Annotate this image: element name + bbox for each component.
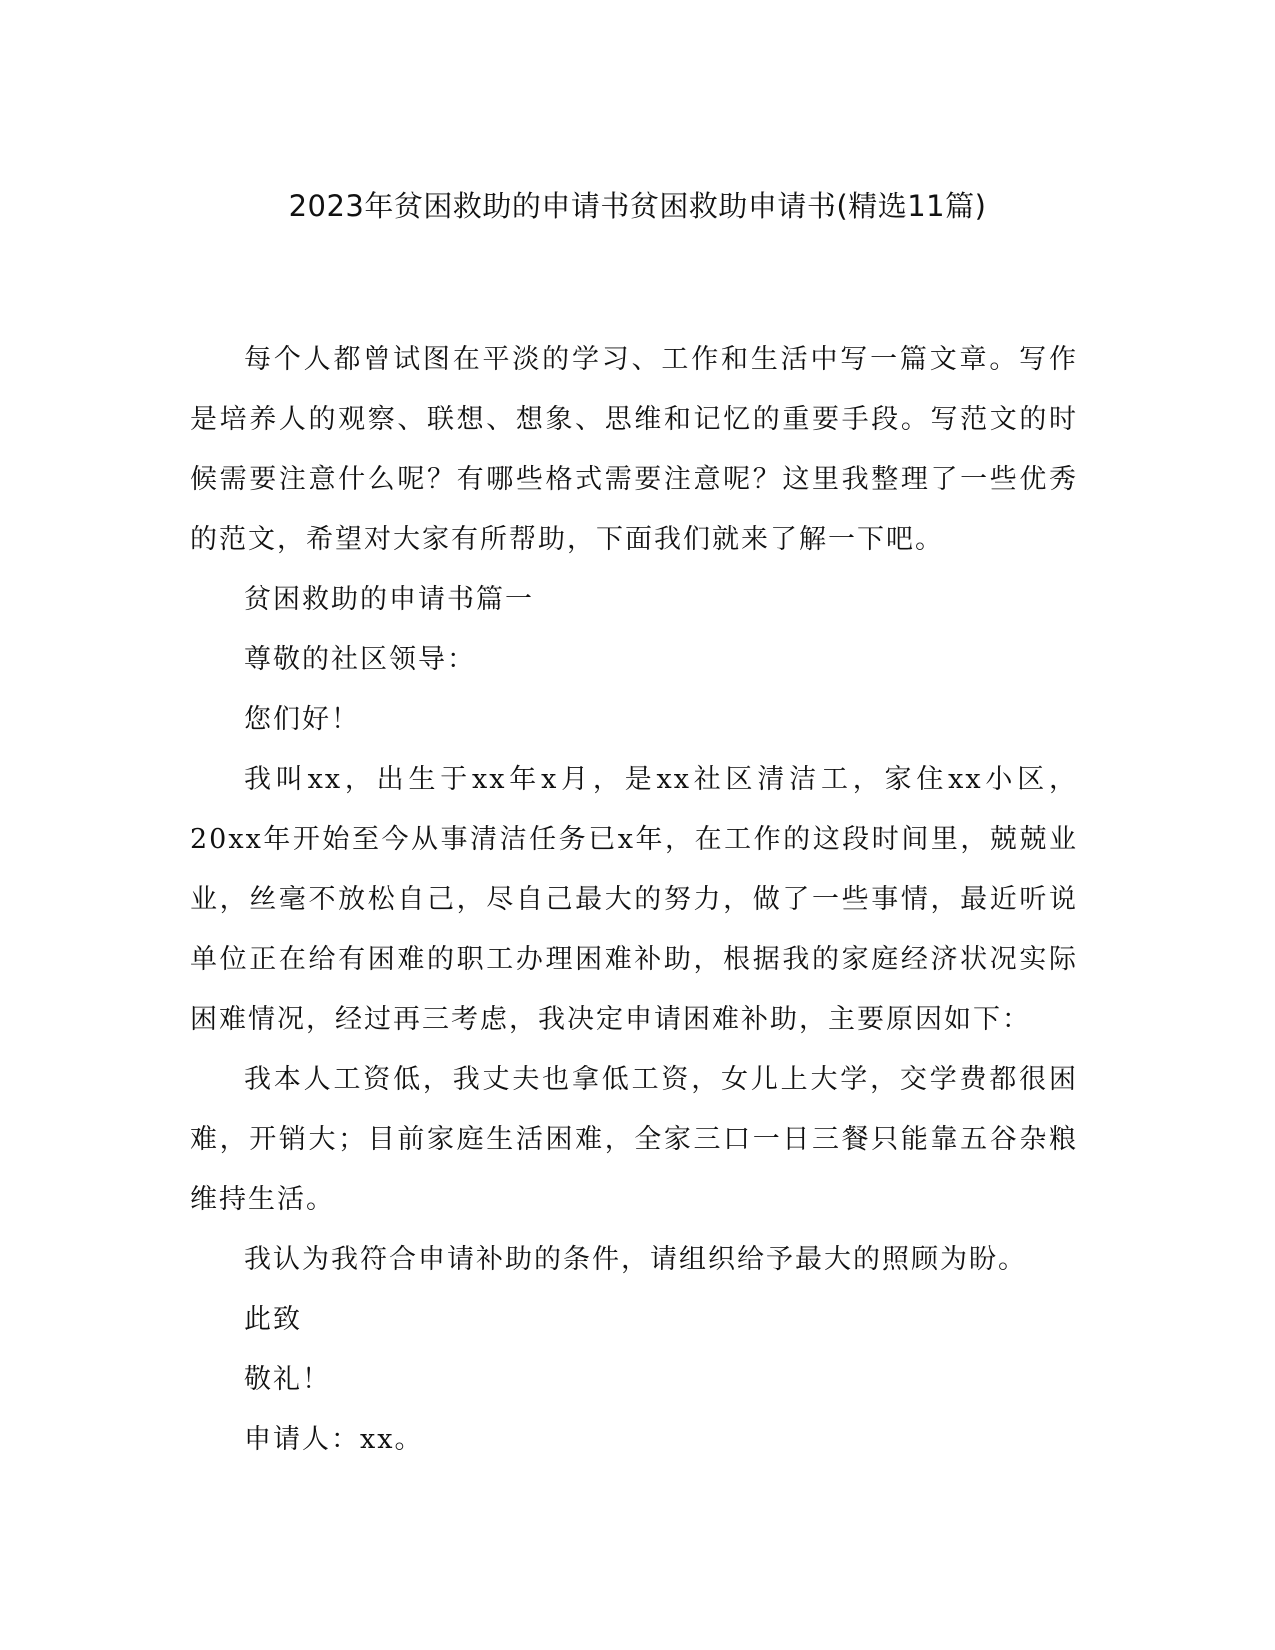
document-title: 2023年贫困救助的申请书贫困救助申请书(精选11篇) xyxy=(288,189,987,223)
salutation: 尊敬的社区领导： xyxy=(244,644,476,675)
request-paragraph: 我认为我符合申请补助的条件，请组织给予最大的照顾为盼。 xyxy=(244,1244,1027,1275)
applicant-signature: 申请人：xx。 xyxy=(244,1424,424,1455)
regards-line: 敬礼！ xyxy=(244,1364,331,1395)
greeting: 您们好！ xyxy=(244,704,360,735)
applicant-background-paragraph: 我叫xx，出生于xx年x月，是xx社区清洁工，家住xx小区，20xx年开始至今从事清洁任务已x年，在工作的这段时间里，兢兢业业，丝毫不放松自己，尽自己最大的努力，做了一些事情，最近听说单位正在给有困难的职工办理困难补助，根据我的家庭经济状况实际困难情况，经过再三考虑，我决定申请困难补助，主要原因如下： xyxy=(190,764,1078,1035)
closing-line: 此致 xyxy=(244,1304,302,1335)
section-heading: 贫困救助的申请书篇一 xyxy=(244,584,534,615)
document-body xyxy=(190,330,1078,1470)
reason-paragraph: 我本人工资低，我丈夫也拿低工资，女儿上大学，交学费都很困难，开销大；目前家庭生活困难，全家三口一日三餐只能靠五谷杂粮维持生活。 xyxy=(190,1064,1078,1215)
intro-paragraph: 每个人都曾试图在平淡的学习、工作和生活中写一篇文章。写作是培养人的观察、联想、想象、思维和记忆的重要手段。写范文的时候需要注意什么呢？有哪些格式需要注意呢？这里我整理了一些优秀的范文，希望对大家有所帮助，下面我们就来了解一下吧。 xyxy=(190,344,1078,555)
